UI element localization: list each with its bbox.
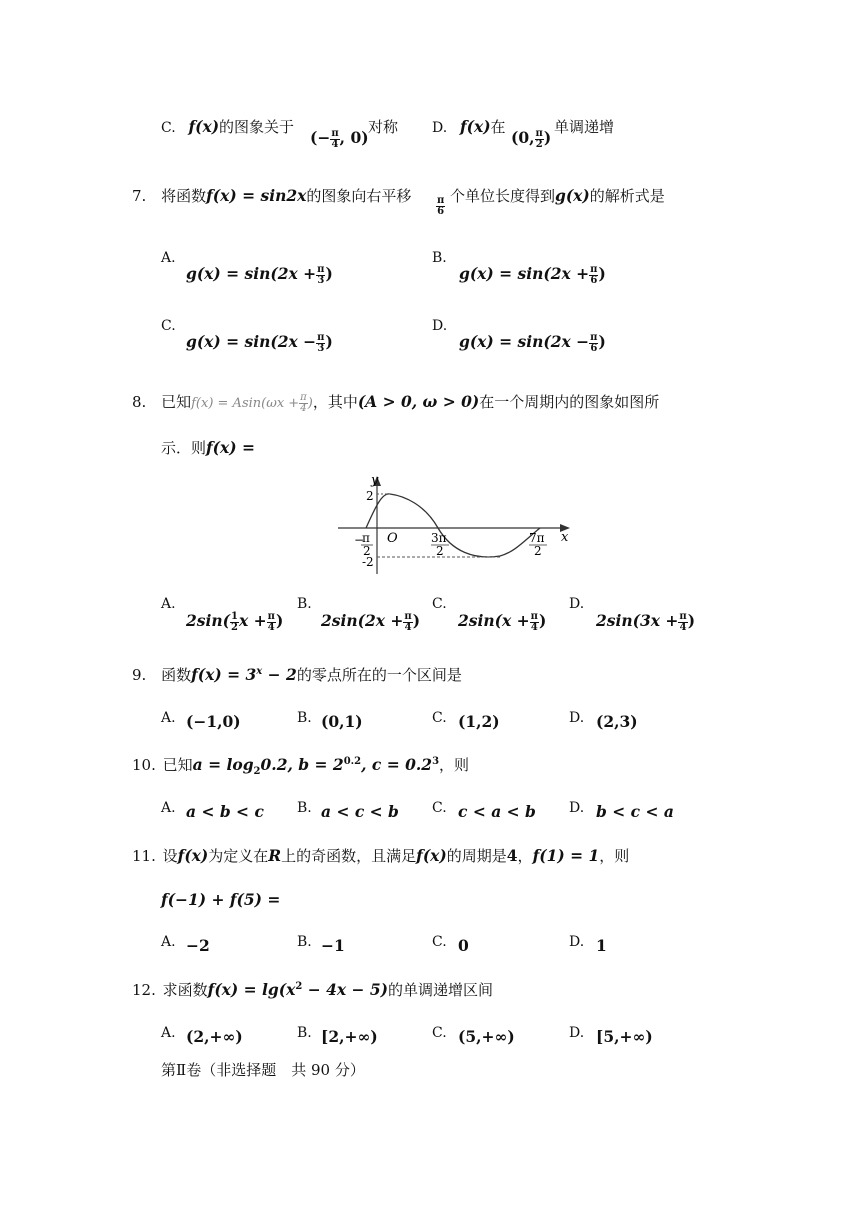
y-min-label: -2 — [362, 555, 374, 569]
q11-option-b: −1 — [321, 936, 345, 955]
q7-option-d-label: D. — [432, 318, 448, 334]
q8-option-d: 2sin(3x + $\frac{\pi}{4}$ ) — [596, 610, 696, 633]
question-number: 8. — [132, 393, 147, 411]
q11-option-d-label: D. — [569, 934, 585, 950]
option-label: D. — [432, 120, 448, 136]
q10-option-a: a < b < c — [186, 802, 264, 821]
q12-option-c-label: C. — [432, 1025, 447, 1041]
q9-option-a: (−1,0) — [186, 712, 241, 731]
q6-point: (− $\frac{\pi}{4}$ , 0) — [310, 127, 369, 150]
q7-stem-tail: 个单位长度得到g(x)的解析式是 — [450, 186, 665, 205]
q12-option-b-label: B. — [297, 1025, 312, 1041]
q7-option-d: g(x) = sin(2x − $\frac{\pi}{6}$ ) — [459, 331, 606, 354]
q10-option-d-label: D. — [569, 800, 585, 816]
question-number: 11. — [132, 847, 156, 865]
tick-mid-num: 3π — [431, 531, 447, 545]
q8-option-b-label: B. — [297, 596, 312, 612]
tick-neg-prefix: − — [354, 533, 365, 547]
x-axis-label: x — [561, 530, 569, 545]
tick-end-den: 2 — [534, 544, 542, 558]
math-expression: f(x) = sin2x — [206, 186, 307, 205]
q11-option-c: 0 — [458, 936, 469, 955]
q8-option-a-label: A. — [161, 596, 176, 612]
q8-option-a: 2sin( $\frac{1}{2}$ x + $\frac{\pi}{4}$ ) — [186, 610, 284, 633]
question-text: 在 — [490, 118, 506, 136]
q8-stem-line2: 示．则f(x) = — [161, 438, 255, 457]
q8-option-b: 2sin(2x + $\frac{\pi}{4}$ ) — [321, 610, 421, 633]
tick-end-num: 7π — [529, 531, 545, 545]
q12-option-c: (5,+∞) — [458, 1027, 515, 1046]
q12-stem: 12. 求函数$f(x) = \lg(x^2 - 4x - 5)$的单调递增区间 — [132, 980, 494, 999]
q6-interval: (0, $\frac{\pi}{2}$ ) — [511, 127, 552, 150]
question-text: 的图象关于 — [219, 118, 295, 136]
q7-option-a-label: A. — [161, 250, 176, 266]
q6-option-d — [432, 116, 506, 137]
q10-stem: 10. 已知$a = \log_20.2$, $b = 2^{0.2}$, $c = 0.2^3$，则 — [132, 755, 470, 777]
q10-option-b-label: B. — [297, 800, 312, 816]
q9-option-c: (1,2) — [458, 712, 500, 731]
q11-option-d: 1 — [596, 936, 607, 955]
q7-option-b: g(x) = sin(2x + $\frac{\pi}{6}$ ) — [459, 263, 606, 286]
q12-option-a-label: A. — [161, 1025, 176, 1041]
tick-neg-num: π — [362, 531, 370, 545]
fraction: $\frac{\pi}{4}$ — [331, 127, 339, 150]
q11-expression: f(−1) + f(5) = — [161, 890, 281, 909]
fraction: $\frac{\pi}{2}$ — [535, 127, 543, 150]
q9-option-d-label: D. — [569, 710, 585, 726]
tick-neg-den: 2 — [363, 544, 371, 558]
q7-option-c: g(x) = sin(2x − $\frac{\pi}{3}$ ) — [186, 331, 333, 354]
q12-option-a: (2,+∞) — [186, 1027, 243, 1046]
math-expression: f(x) — [188, 117, 220, 136]
question-number: 9. — [132, 666, 147, 684]
q9-option-b-label: B. — [297, 710, 312, 726]
sine-curve — [366, 494, 540, 557]
q12-option-d: [5,+∞) — [596, 1027, 653, 1046]
q10-option-b: a < c < b — [321, 802, 399, 821]
q10-option-c: c < a < b — [458, 802, 536, 821]
q11-option-c-label: C. — [432, 934, 447, 950]
section-ii-heading: 第Ⅱ卷（非选择题 共 90 分） — [161, 1061, 365, 1079]
q7-option-c-label: C. — [161, 318, 176, 334]
y-axis-label: y — [371, 473, 379, 488]
q8-option-c-label: C. — [432, 596, 447, 612]
q10-option-c-label: C. — [432, 800, 447, 816]
q9-option-a-label: A. — [161, 710, 176, 726]
q10-option-a-label: A. — [161, 800, 176, 816]
option-label: C. — [161, 120, 176, 136]
y-max-label: 2 — [366, 489, 374, 503]
origin-label: O — [387, 531, 398, 546]
q7-option-a: g(x) = sin(2x + $\frac{\pi}{3}$ ) — [186, 263, 333, 286]
math-expression: f(x) — [459, 117, 491, 136]
q8-option-c: 2sin(x + $\frac{\pi}{4}$ ) — [458, 610, 547, 633]
question-number: 10. — [132, 756, 156, 774]
q6-increasing-text: 单调递增 — [554, 118, 615, 136]
q10-option-d: b < c < a — [596, 802, 674, 821]
q11-option-a: −2 — [186, 936, 210, 955]
sine-graph — [330, 470, 580, 580]
q9-option-c-label: C. — [432, 710, 447, 726]
q12-option-d-label: D. — [569, 1025, 585, 1041]
q12-option-b: [2,+∞) — [321, 1027, 378, 1046]
q8-stem: 8. 已知f(x) = Asin(ωx + $\frac{\pi}{4}$ )，其中(A > 0, ω > 0)在一个周期内的图象如图所 — [132, 391, 660, 414]
q6-option-c — [161, 116, 294, 137]
q7-stem: 7. 将函数f(x) = sin2x的图象向右平移 — [132, 186, 412, 205]
math-expression: f(x) = Asin(ωx + — [191, 396, 300, 411]
q7-option-b-label: B. — [432, 250, 447, 266]
q9-stem: 9. 函数$f(x) = 3^x - 2$的零点所在的一个区间是 — [132, 665, 462, 684]
q6-symmetric-text: 对称 — [368, 118, 399, 136]
q7-shift-fraction: $\frac{\pi}{6}$ — [437, 195, 445, 217]
q9-option-d: (2,3) — [596, 712, 638, 731]
q11-stem: 11. 设f(x)为定义在R上的奇函数，且满足f(x)的周期是4，f(1) = 1，则 — [132, 846, 630, 865]
question-number: 7. — [132, 187, 147, 205]
tick-mid-den: 2 — [436, 544, 444, 558]
q11-option-b-label: B. — [297, 934, 312, 950]
q11-option-a-label: A. — [161, 934, 176, 950]
q9-option-b: (0,1) — [321, 712, 363, 731]
q8-option-d-label: D. — [569, 596, 585, 612]
question-number: 12. — [132, 981, 156, 999]
